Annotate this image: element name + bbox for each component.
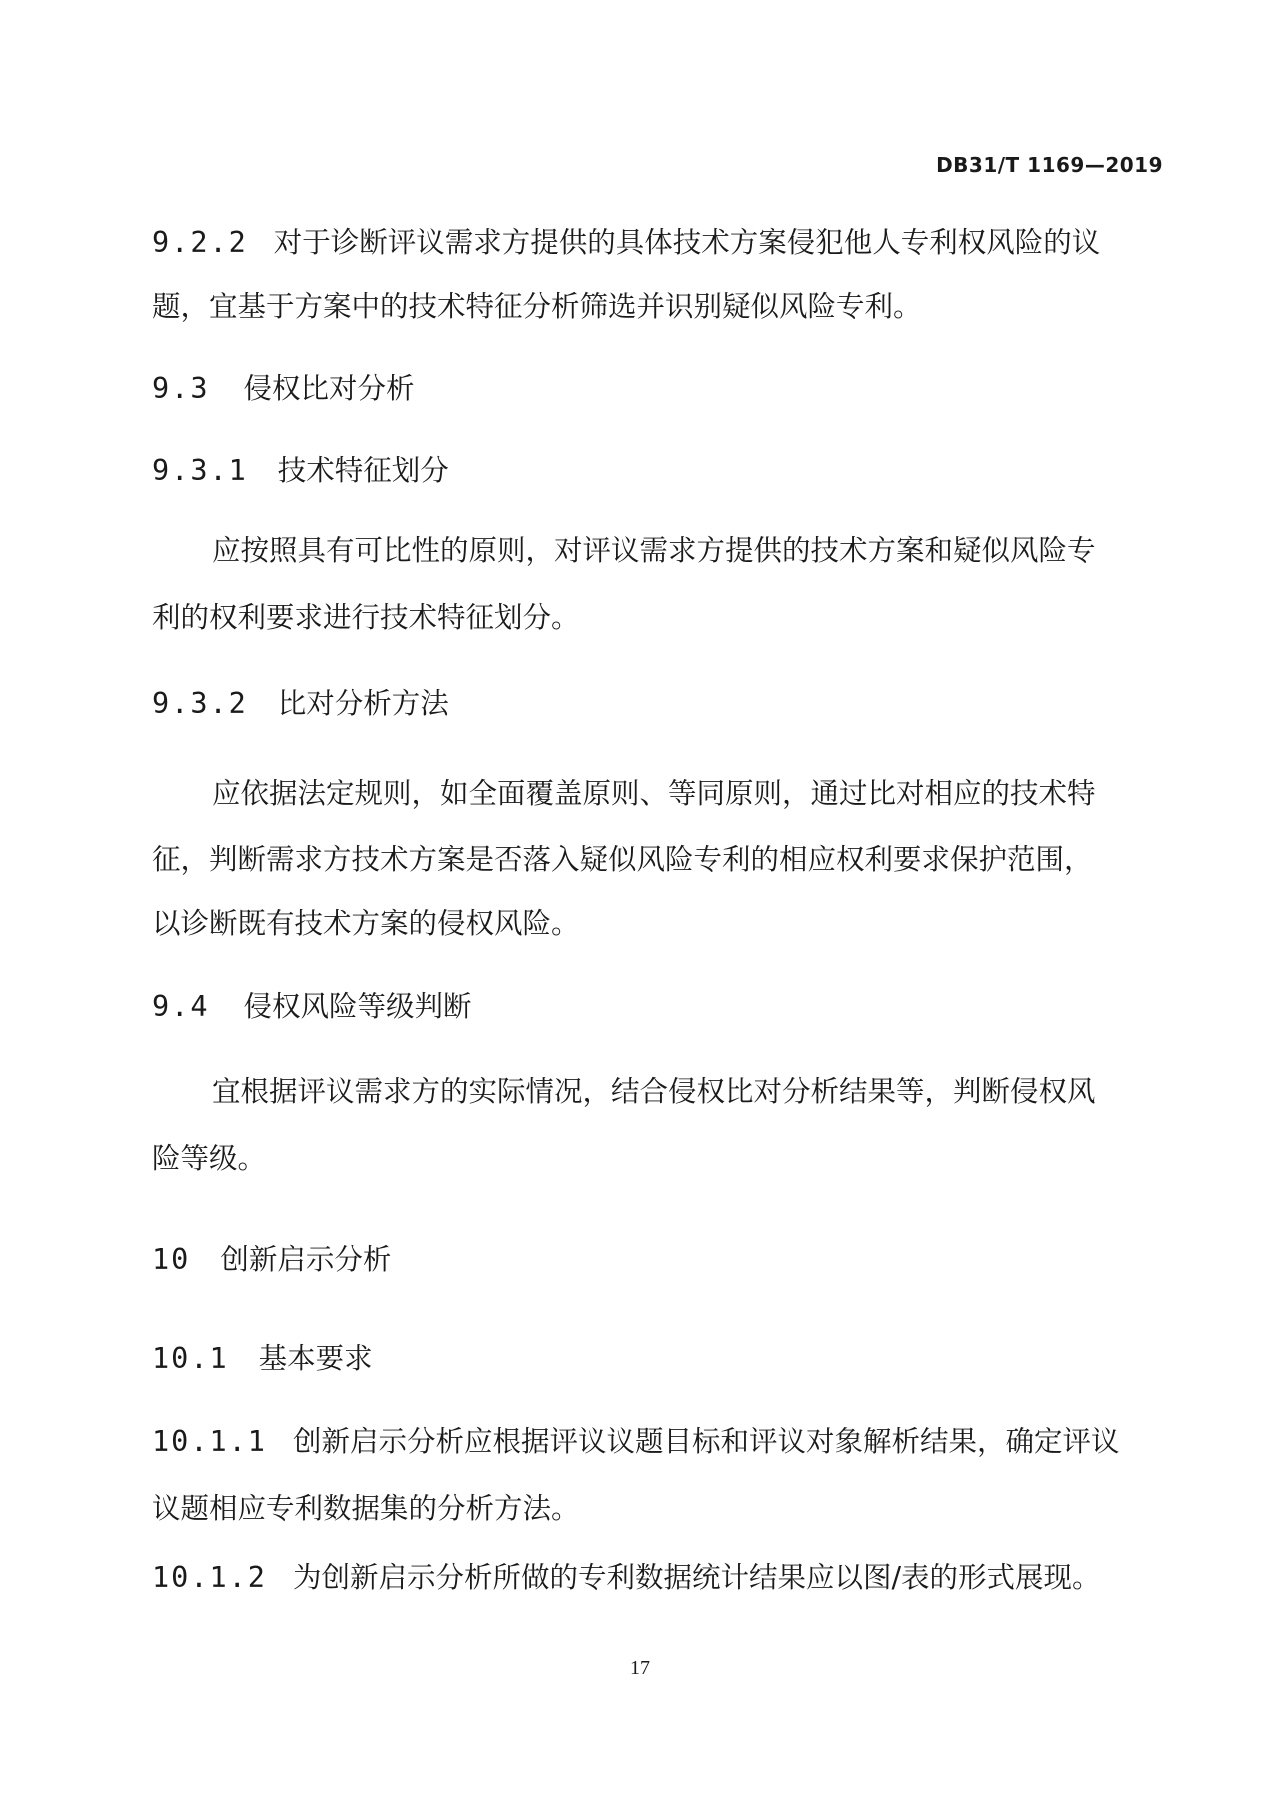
clause-title: 比对分析方法 bbox=[277, 687, 449, 720]
clause-9-3-2-text-line-1: 应依据法定规则，如全面覆盖原则、等同原则，通过比对相应的技术特 bbox=[212, 777, 1096, 810]
clause-9-2-2-line-2 bbox=[152, 290, 922, 323]
clause-text: 题，宜基于方案中的技术特征分析筛选并识别疑似风险专利。 bbox=[152, 290, 922, 323]
section-10-1-heading bbox=[152, 1342, 373, 1375]
section-9-4-heading bbox=[152, 990, 472, 1023]
clause-number: 10.1.1 bbox=[152, 1425, 267, 1458]
chapter-number: 10 bbox=[152, 1243, 191, 1276]
clause-number: 9.3.2 bbox=[152, 687, 248, 720]
clause-number: 9.3.1 bbox=[152, 454, 248, 487]
section-number: 9.4 bbox=[152, 990, 210, 1023]
clause-9-3-2-text-line-2: 征，判断需求方技术方案是否落入疑似风险专利的相应权利要求保护范围， bbox=[152, 843, 1093, 876]
clause-9-4-text-line-2: 险等级。 bbox=[152, 1142, 267, 1175]
clause-title: 技术特征划分 bbox=[277, 454, 449, 487]
clause-9-3-1-text-line-2: 利的权利要求进行技术特征划分。 bbox=[152, 601, 580, 634]
section-number: 9.3 bbox=[152, 372, 210, 405]
chapter-10-heading bbox=[152, 1243, 392, 1276]
clause-10-1-1-line-2: 议题相应专利数据集的分析方法。 bbox=[152, 1492, 580, 1525]
clause-number: 9.2.2 bbox=[152, 226, 248, 259]
clause-9-2-2-line-1 bbox=[152, 226, 1101, 259]
section-number: 10.1 bbox=[152, 1342, 229, 1375]
clause-9-3-1-heading bbox=[152, 454, 449, 487]
clause-9-3-2-text-line-3: 以诊断既有技术方案的侵权风险。 bbox=[152, 907, 580, 940]
clause-10-1-2-line-1 bbox=[152, 1561, 1101, 1594]
section-title: 侵权风险等级判断 bbox=[243, 990, 472, 1023]
clause-text: 创新启示分析应根据评议议题目标和评议对象解析结果，确定评议 bbox=[292, 1425, 1120, 1458]
clause-text: 为创新启示分析所做的专利数据统计结果应以图/表的形式展现。 bbox=[292, 1561, 1101, 1594]
clause-9-3-2-heading bbox=[152, 687, 449, 720]
chapter-title: 创新启示分析 bbox=[220, 1243, 392, 1276]
section-title: 侵权比对分析 bbox=[243, 372, 415, 405]
section-title: 基本要求 bbox=[258, 1342, 373, 1375]
clause-10-1-1-line-1 bbox=[152, 1425, 1120, 1458]
clause-number: 10.1.2 bbox=[152, 1561, 267, 1594]
clause-9-3-1-text-line-1: 应按照具有可比性的原则，对评议需求方提供的技术方案和疑似风险专 bbox=[212, 534, 1096, 567]
document-code: DB31/T 1169—2019 bbox=[936, 153, 1163, 177]
clause-9-4-text-line-1: 宜根据评议需求方的实际情况，结合侵权比对分析结果等，判断侵权风 bbox=[212, 1075, 1096, 1108]
section-9-3-heading bbox=[152, 372, 415, 405]
page-number: 17 bbox=[630, 1657, 650, 1679]
clause-text: 对于诊断评议需求方提供的具体技术方案侵犯他人专利权风险的议 bbox=[273, 226, 1101, 259]
